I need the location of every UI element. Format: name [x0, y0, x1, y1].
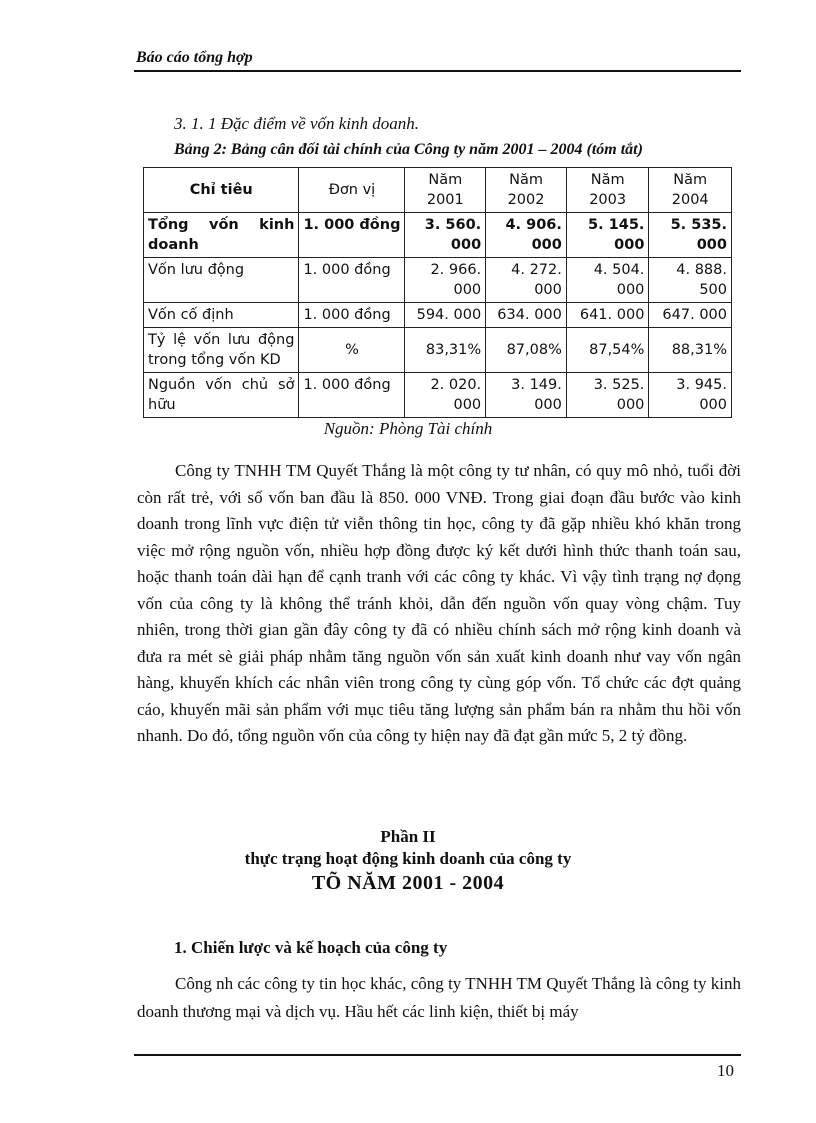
financial-table: [143, 167, 732, 418]
row-unit: 1. 000 đồng: [299, 213, 405, 258]
row-value: 4. 504. 000: [566, 258, 649, 303]
body-paragraph: Công nh các công ty tin học khác, công ty TNHH TM Quyết Thắng là công ty kinh doanh thương mại và dịch vụ. Hầu hết các linh kiện, thiết bị máy: [137, 974, 741, 1021]
row-unit: %: [299, 328, 405, 373]
row-label: Tổng vốn kinh doanh: [144, 213, 299, 258]
table-row: [144, 258, 732, 303]
table-caption: Bảng 2: Bảng cân đối tài chính của Công ty năm 2001 – 2004 (tóm tắt): [174, 141, 643, 158]
row-value: 88,31%: [649, 328, 732, 373]
table-header-row: [144, 168, 732, 213]
part-title: Phần II: [380, 827, 436, 846]
row-value: 4. 272. 000: [486, 258, 567, 303]
column-header: Năm 2001: [405, 168, 486, 213]
row-label: Nguồn vốn chủ sở hữu: [144, 373, 299, 418]
column-header: Chỉ tiêu: [144, 168, 299, 213]
row-value: 3. 945. 000: [649, 373, 732, 418]
row-value: 87,08%: [486, 328, 567, 373]
row-value: 5. 535. 000: [649, 213, 732, 258]
section-heading: 3. 1. 1 Đặc điểm về vốn kinh doanh.: [174, 114, 420, 133]
part-subtitle: thực trạng hoạt động kinh doanh của công ty: [244, 849, 572, 868]
part-heading: [0, 826, 816, 896]
row-label: Vốn cố định: [144, 303, 299, 328]
row-value: 634. 000: [486, 303, 567, 328]
row-value: 641. 000: [566, 303, 649, 328]
column-header: Năm 2002: [486, 168, 567, 213]
row-value: 4. 888. 500: [649, 258, 732, 303]
row-label: Vốn lưu động: [144, 258, 299, 303]
row-value: 4. 906. 000: [486, 213, 567, 258]
table-row: [144, 328, 732, 373]
column-header: Đơn vị: [299, 168, 405, 213]
body-paragraph: Công ty TNHH TM Quyết Thắng là một công ty tư nhân, có quy mô nhỏ, tuổi đời còn rất trẻ, với số vốn ban đầu là 850. 000 VNĐ. Trong giai đoạn đầu bước vào kinh doanh trong lĩnh vực điện tử viễn thông tin học, công ty đã gặp nhiều khó khăn trong việc mở rộng nguồn vốn, nhiều hợp đồng được ký kết dưới hình thức thanh toán sau, hoặc thanh toán dài hạn để cạnh tranh với các công ty khác. Vì vậy tình trạng nợ đọng vốn của công ty là không thể tránh khỏi, dẫn đến nguồn vốn quay vòng chậm. Tuy nhiên, trong thời gian gần đây công ty đã có nhiều chính sách mở rộng kinh doanh và đưa ra mét sè giải pháp nhằm tăng nguồn vốn sản xuất kinh doanh như vay vốn ngân hàng, khuyến khích các nhân viên trong công ty cùng góp vốn. Tổ chức các đợt quảng cáo, khuyến mãi sản phẩm với mục tiêu tăng lượng sản phẩm bán ra nhằm thu hồi vốn nhanh. Do đó, tổng nguồn vốn của công ty hiện nay đã đạt gần mức 5, 2 tỷ đồng.: [137, 461, 741, 745]
row-value: 3. 149. 000: [486, 373, 567, 418]
row-unit: 1. 000 đồng: [299, 258, 405, 303]
row-value: 2. 966. 000: [405, 258, 486, 303]
row-value: 2. 020. 000: [405, 373, 486, 418]
column-header: Năm 2004: [649, 168, 732, 213]
row-value: 594. 000: [405, 303, 486, 328]
row-value: 83,31%: [405, 328, 486, 373]
running-header-title: Báo cáo tổng hợp: [136, 49, 253, 66]
table-row: [144, 213, 732, 258]
footer-divider: [134, 1054, 741, 1056]
column-header: Năm 2003: [566, 168, 649, 213]
table-row: [144, 373, 732, 418]
row-value: 5. 145. 000: [566, 213, 649, 258]
row-unit: 1. 000 đồng: [299, 373, 405, 418]
table-row: [144, 303, 732, 328]
subsection-heading: 1. Chiến lược và kế hoạch của công ty: [174, 938, 448, 957]
row-unit: 1. 000 đồng: [299, 303, 405, 328]
table-source-note: Nguồn: Phòng Tài chính: [323, 419, 493, 438]
row-value: 3. 525. 000: [566, 373, 649, 418]
header-divider: [134, 70, 741, 72]
part-years: TÕ NĂM 2001 - 2004: [311, 872, 505, 894]
row-value: 3. 560. 000: [405, 213, 486, 258]
page-number: 10: [717, 1061, 734, 1080]
row-value: 87,54%: [566, 328, 649, 373]
row-label: Tỷ lệ vốn lưu động trong tổng vốn KD: [144, 328, 299, 373]
row-value: 647. 000: [649, 303, 732, 328]
